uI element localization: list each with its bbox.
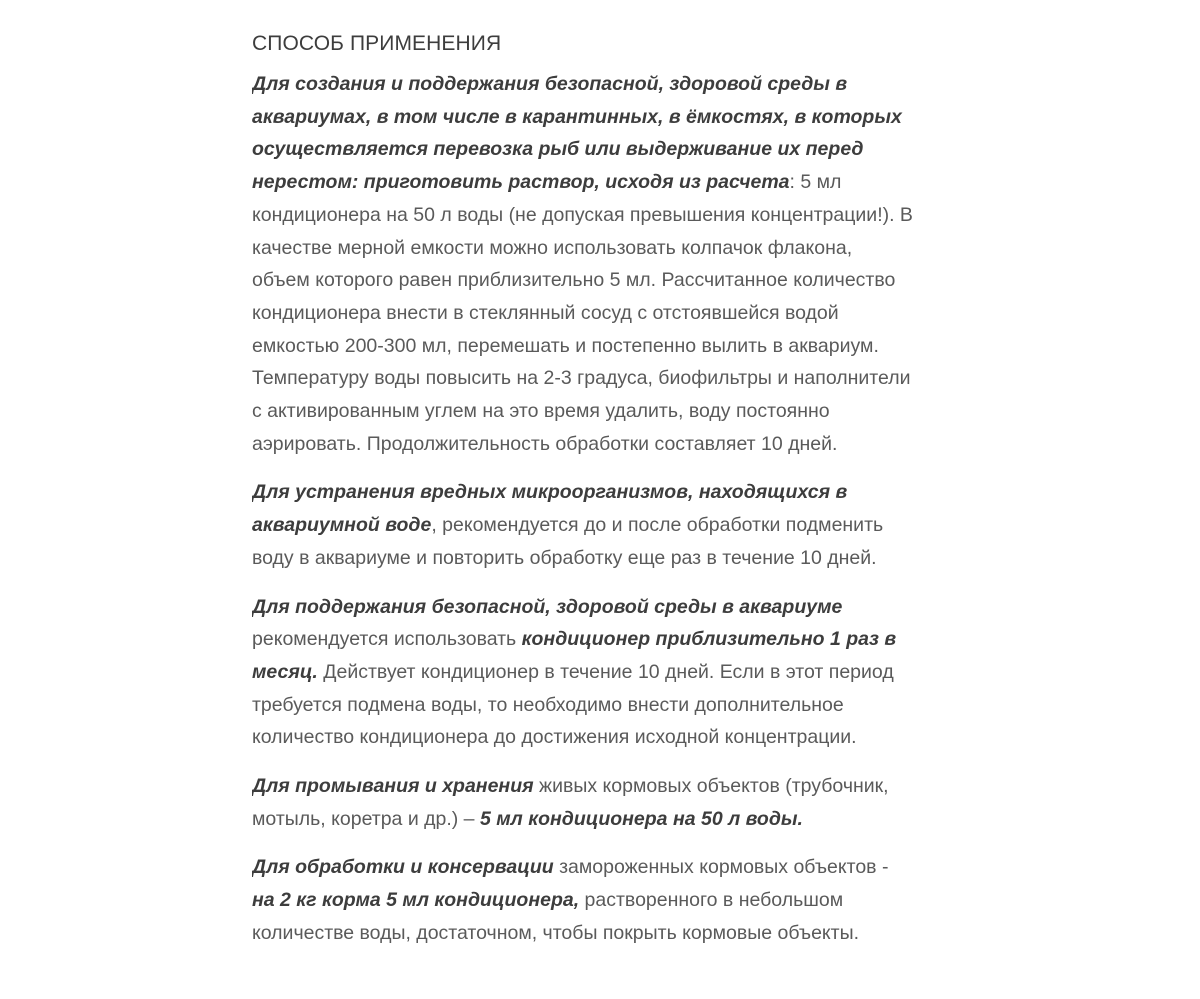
body-text: с активированным углем на это время удалить, воду постоянно (252, 400, 830, 423)
paragraph-aquarium-setup (252, 68, 982, 460)
text-line (252, 803, 982, 836)
text-line (252, 509, 982, 542)
body-text: : 5 мл (789, 171, 842, 194)
body-text: Температуру воды повысить на 2-3 градуса, биофильтры и наполнители (252, 367, 911, 390)
instructions-document (252, 28, 982, 966)
emphasized-text: Для промывания и хранения (252, 775, 534, 798)
body-text: емкостью 200-300 мл, перемешать и постепенно вылить в аквариум. (252, 334, 879, 357)
body-text: живых кормовых объектов (трубочник, (533, 775, 889, 798)
emphasized-text: Для обработки и консервации (252, 856, 554, 879)
body-text: кондиционера внести в стеклянный сосуд с отстоявшейся водой (252, 301, 839, 324)
text-line (252, 166, 982, 199)
emphasized-text: месяц. (252, 660, 318, 683)
text-line (252, 917, 982, 950)
body-text: количестве воды, достаточном, чтобы покрыть кормовые объекты. (252, 921, 860, 944)
text-line (252, 721, 982, 754)
text-line (252, 770, 982, 803)
body-text: рекомендуется использовать (252, 628, 522, 651)
emphasized-text: осуществляется перевозка рыб или выдерживание их перед (252, 138, 864, 161)
text-line (252, 884, 982, 917)
body-text: замороженных кормовых объектов - (553, 856, 889, 879)
text-line (252, 199, 982, 232)
text-line (252, 68, 982, 101)
emphasized-text: Для создания и поддержания безопасной, здоровой среды в (252, 73, 848, 95)
paragraph-live-food (252, 770, 982, 835)
paragraph-monthly-use (252, 591, 982, 755)
text-line (252, 232, 982, 265)
body-text: качестве мерной емкости можно использовать колпачок флакона, (252, 236, 853, 259)
emphasized-text: аквариумной воде (252, 514, 432, 537)
emphasized-text: Для устранения вредных микроорганизмов, находящихся в (252, 481, 848, 504)
emphasized-text: 5 мл кондиционера на 50 л воды. (479, 807, 803, 830)
body-text: кондиционера на 50 л воды (не допуская превышения концентрации!). В (252, 203, 913, 226)
body-text: воду в аквариуме и повторить обработку еще раз в течение 10 дней. (252, 546, 877, 569)
text-line (252, 395, 982, 428)
text-line (252, 656, 982, 689)
body-text: Действует кондиционер в течение 10 дней. Если в этот период (317, 660, 894, 683)
body-text: требуется подмена воды, то необходимо внести дополнительное (252, 693, 844, 716)
body-text: количество кондиционера до достижения исходной концентрации. (252, 726, 857, 749)
emphasized-text: аквариумах, в том числе в карантинных, в ёмкостях, в которых (252, 105, 902, 128)
text-line (252, 264, 982, 297)
text-line (252, 428, 982, 461)
body-text: мотыль, коретра и др.) – (252, 807, 480, 830)
section-heading: СПОСОБ ПРИМЕНЕНИЯ (252, 32, 502, 55)
text-line (252, 623, 982, 656)
text-line (252, 689, 982, 722)
text-line (252, 591, 982, 624)
emphasized-text: нерестом: приготовить раствор, исходя из расчета (252, 171, 790, 194)
text-line (252, 851, 982, 884)
text-line (252, 133, 982, 166)
text-line (252, 362, 982, 395)
text-line (252, 101, 982, 134)
emphasized-text: кондиционер приблизительно 1 раз в (521, 628, 897, 651)
paragraph-frozen-food (252, 851, 982, 949)
emphasized-text: Для поддержания безопасной, здоровой среды в аквариуме (252, 595, 843, 618)
text-line (252, 330, 982, 363)
text-line (252, 297, 982, 330)
paragraph-microorganisms (252, 476, 982, 574)
text-line (252, 542, 982, 575)
body-text: объем которого равен приблизительно 5 мл. Рассчитанное количество (252, 269, 896, 292)
body-text: , рекомендуется до и после обработки подменить (431, 514, 884, 537)
body-text: растворенного в небольшом (579, 889, 844, 912)
text-line (252, 476, 982, 509)
body-text: аэрировать. Продолжительность обработки составляет 10 дней. (252, 432, 838, 455)
emphasized-text: на 2 кг корма 5 мл кондиционера, (252, 889, 580, 912)
